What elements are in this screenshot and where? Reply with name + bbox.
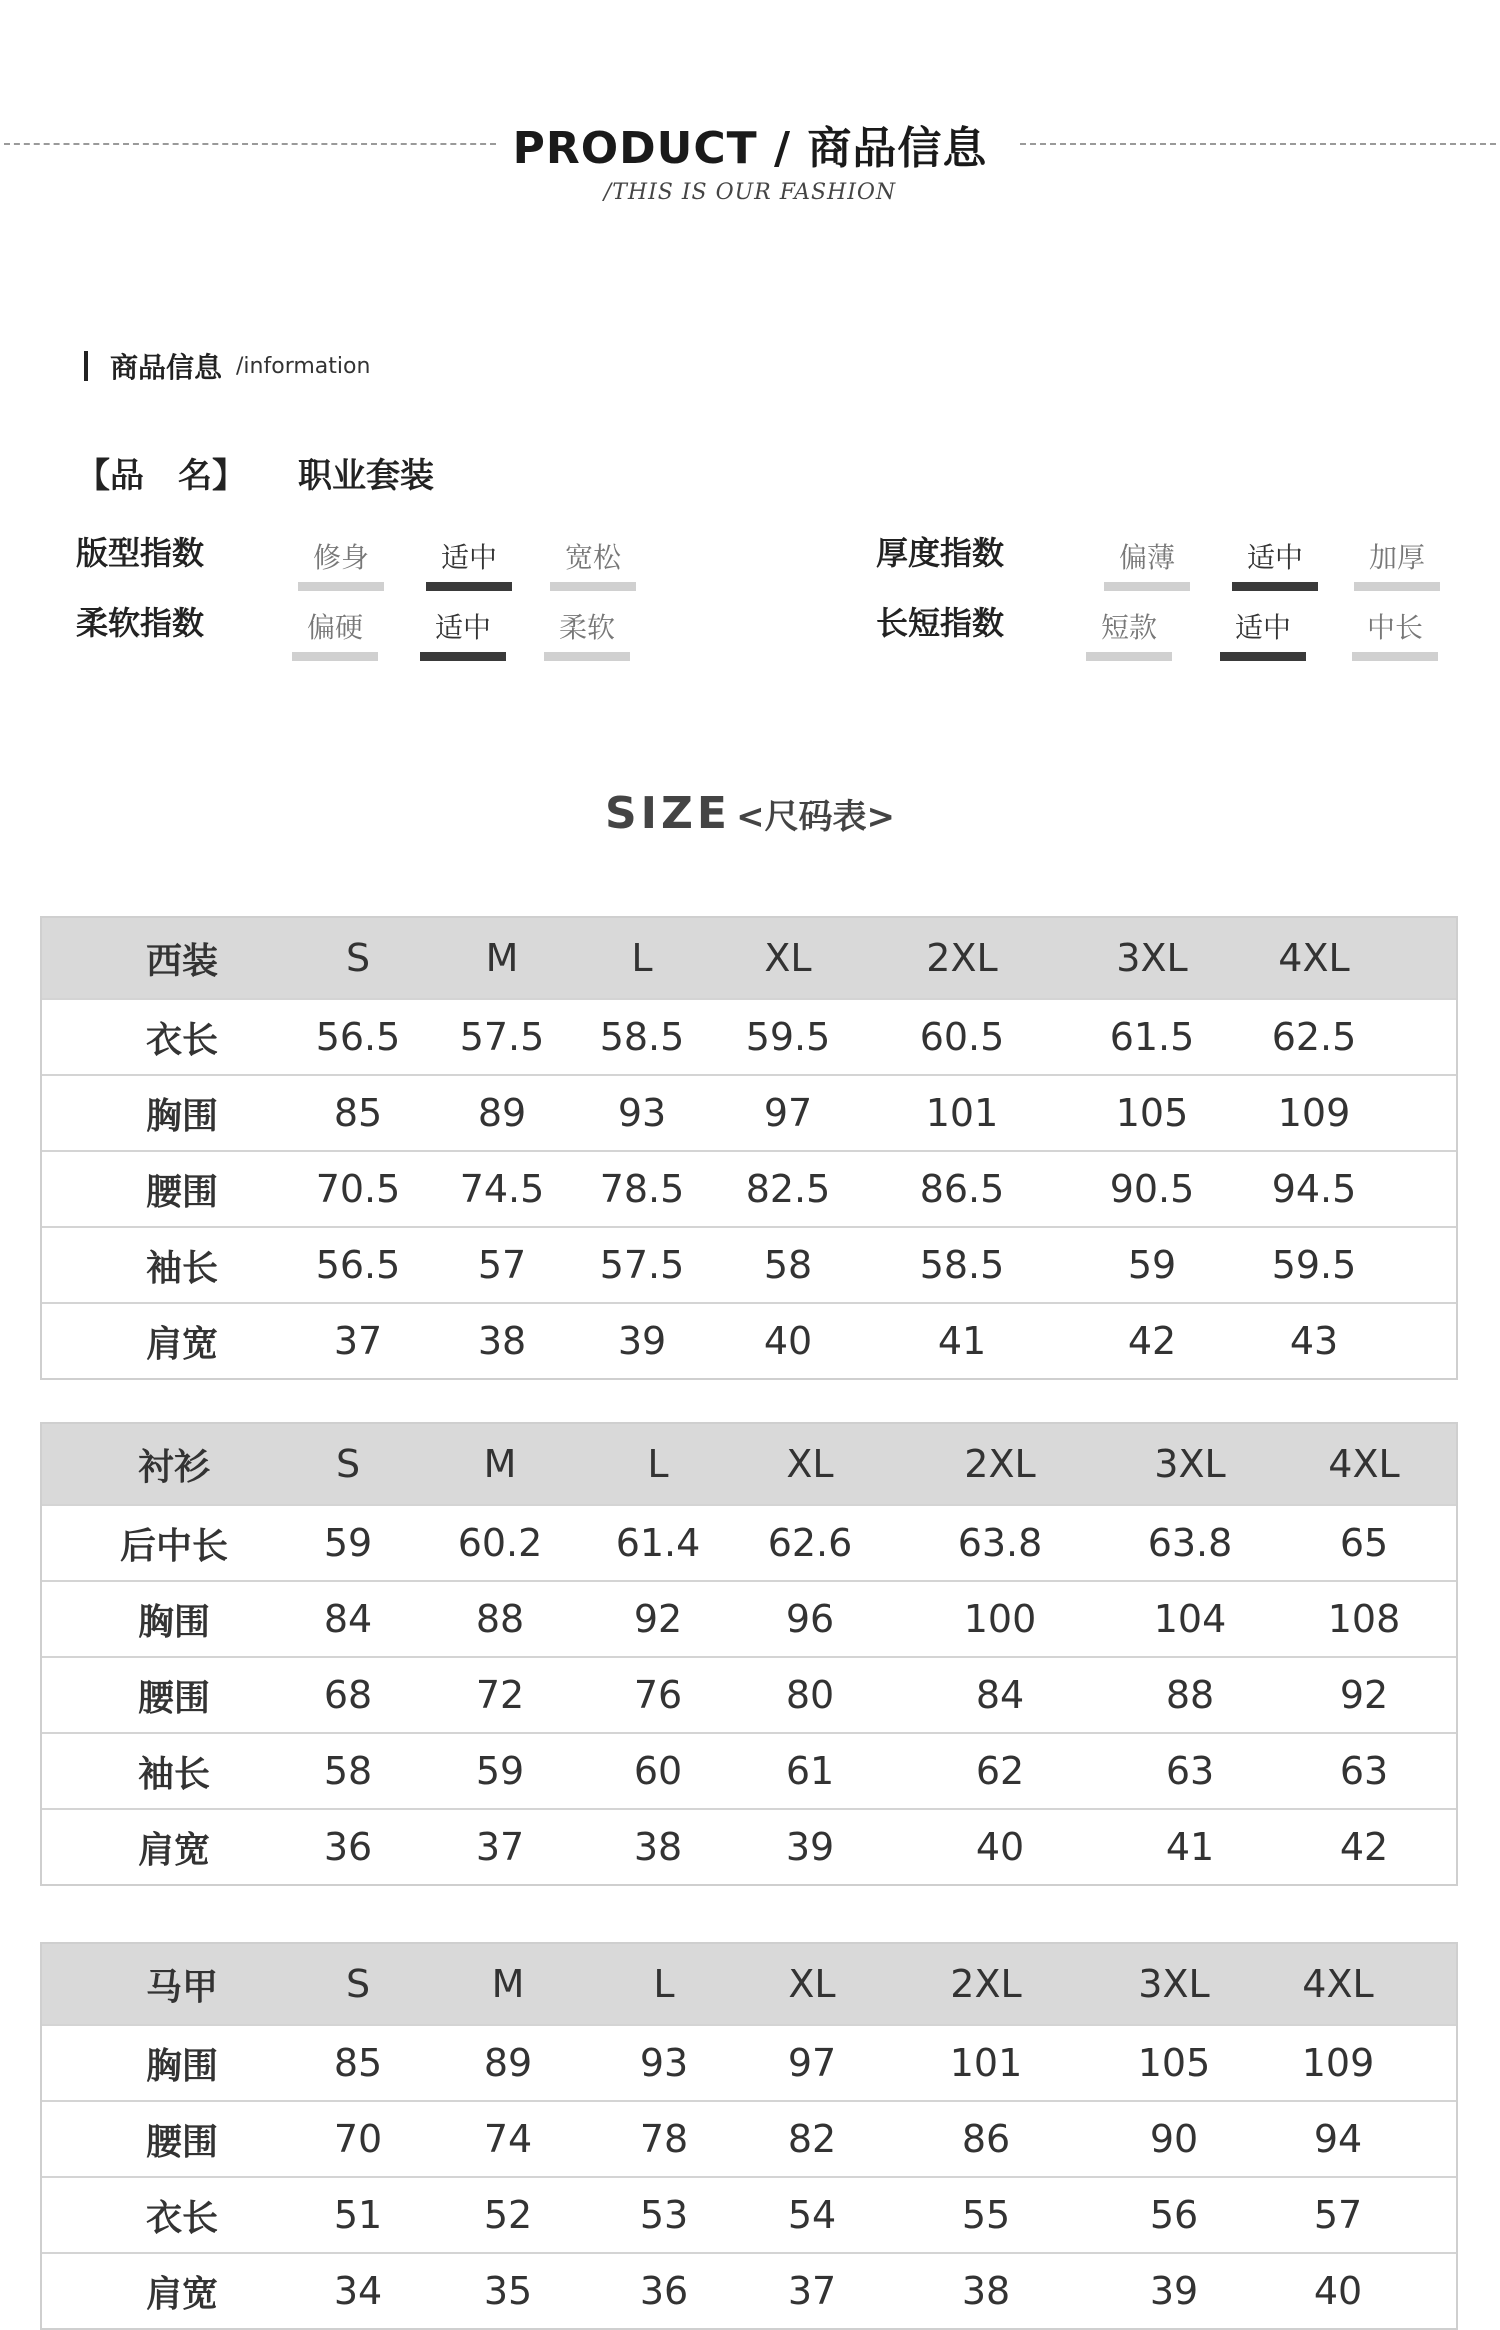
index-row (76, 528, 696, 588)
index-option-underline (420, 652, 506, 661)
table-header-cell: L (647, 1442, 669, 1486)
index-option (1104, 536, 1190, 591)
table-cell: 89 (477, 1091, 527, 1135)
index-option-underline (550, 582, 636, 591)
table-row (42, 1808, 1456, 1884)
table-cell: 80 (785, 1673, 835, 1717)
table-cell: 42 (1339, 1825, 1389, 1869)
table-row (42, 1504, 1456, 1580)
row-label: 后中长 (119, 1525, 228, 1567)
row-label: 衣长 (145, 2197, 218, 2239)
info-section-heading (84, 348, 370, 384)
index-option-label: 加厚 (1368, 541, 1425, 574)
row-label: 胸围 (145, 1095, 218, 1137)
table-header-cell: 4XL (1278, 936, 1350, 980)
table-header-cell: XL (786, 1442, 834, 1486)
row-label: 腰围 (137, 1677, 210, 1719)
table-header-cell: M (485, 936, 519, 980)
table-cell: 74 (483, 2117, 533, 2161)
table-cell: 84 (975, 1673, 1025, 1717)
table-cell: 93 (639, 2041, 689, 2085)
index-option-underline (292, 652, 378, 661)
index-option-underline (1104, 582, 1190, 591)
table-cell: 60 (633, 1749, 683, 1793)
index-option-label: 短款 (1100, 611, 1157, 644)
index-option-label: 适中 (440, 541, 497, 574)
table-cell: 57 (477, 1243, 527, 1287)
index-option-selected (426, 536, 512, 591)
table-cell: 94.5 (1271, 1167, 1357, 1211)
table-cell: 86 (961, 2117, 1011, 2161)
index-option-selected (420, 606, 506, 661)
table-cell: 58.5 (599, 1015, 685, 1059)
product-name (76, 448, 434, 497)
row-label: 袖长 (137, 1753, 210, 1795)
table-cell: 58 (763, 1243, 813, 1287)
index-option-label: 适中 (1246, 541, 1303, 574)
table-cell: 63 (1339, 1749, 1389, 1793)
table-row (42, 1302, 1456, 1378)
table-header-row (42, 1944, 1456, 2024)
index-option-label: 适中 (434, 611, 491, 644)
table-header-cell: XL (764, 936, 812, 980)
table-cell: 105 (1137, 2041, 1211, 2085)
table-cell: 63.8 (1147, 1521, 1233, 1565)
table-header-row (42, 918, 1456, 998)
index-option-label: 修身 (312, 541, 369, 574)
table-cell: 85 (333, 2041, 383, 2085)
table-cell: 108 (1327, 1597, 1401, 1641)
index-option-underline (1220, 652, 1306, 661)
index-option-label: 适中 (1234, 611, 1291, 644)
index-option-label: 偏硬 (306, 611, 363, 644)
table-cell: 63 (1165, 1749, 1215, 1793)
product-name-value: 职业套装 (298, 456, 434, 496)
table-header-cell: M (483, 1442, 517, 1486)
table-header-cell: 3XL (1116, 936, 1188, 980)
table-cell: 89 (483, 2041, 533, 2085)
row-label: 肩宽 (145, 1323, 218, 1365)
table-cell: 54 (787, 2193, 837, 2237)
header-title: PRODUCT / 商品信息 (512, 123, 988, 174)
table-cell: 90 (1149, 2117, 1199, 2161)
index-label: 长短指数 (876, 604, 1005, 642)
table-cell: 57.5 (599, 1243, 685, 1287)
table-row (42, 1226, 1456, 1302)
index-label: 柔软指数 (76, 604, 205, 642)
table-row (42, 1580, 1456, 1656)
table-cell: 59 (1127, 1243, 1177, 1287)
section-subtitle: /information (236, 353, 371, 379)
table-row (42, 1150, 1456, 1226)
table-cell: 96 (785, 1597, 835, 1641)
table-cell: 59 (475, 1749, 525, 1793)
table-header-cell: S (335, 1442, 361, 1486)
table-cell: 59 (323, 1521, 373, 1565)
index-option (292, 606, 378, 661)
index-option-selected (1220, 606, 1306, 661)
table-cell: 34 (333, 2269, 383, 2313)
table-cell: 93 (617, 1091, 667, 1135)
index-option-underline (544, 652, 630, 661)
table-header-cell: L (653, 1962, 675, 2006)
row-label: 腰围 (145, 2121, 218, 2163)
table-name: 西装 (145, 940, 218, 982)
table-cell: 58.5 (919, 1243, 1005, 1287)
table-cell: 105 (1115, 1091, 1189, 1135)
table-cell: 61 (785, 1749, 835, 1793)
index-option (1354, 536, 1440, 591)
table-cell: 55 (961, 2193, 1011, 2237)
table-cell: 59.5 (1271, 1243, 1357, 1287)
table-header-cell: 3XL (1138, 1962, 1210, 2006)
table-cell: 58 (323, 1749, 373, 1793)
index-row (76, 598, 696, 658)
table-cell: 62 (975, 1749, 1025, 1793)
table-cell: 43 (1289, 1319, 1339, 1363)
row-label: 肩宽 (145, 2273, 218, 2315)
table-header-cell: 4XL (1302, 1962, 1374, 2006)
table-cell: 88 (1165, 1673, 1215, 1717)
index-option-underline (1086, 652, 1172, 661)
table-cell: 74.5 (459, 1167, 545, 1211)
table-header-cell: 2XL (964, 1442, 1036, 1486)
table-header-cell: XL (788, 1962, 836, 2006)
table-header-row (42, 1424, 1456, 1504)
table-cell: 39 (1149, 2269, 1199, 2313)
index-option (544, 606, 630, 661)
index-option-underline (1232, 582, 1318, 591)
table-cell: 42 (1127, 1319, 1177, 1363)
table-cell: 101 (925, 1091, 999, 1135)
table-cell: 78.5 (599, 1167, 685, 1211)
table-cell: 68 (323, 1673, 373, 1717)
table-name: 马甲 (145, 1966, 218, 2008)
row-label: 衣长 (145, 1019, 218, 1061)
table-header-cell: 2XL (950, 1962, 1022, 2006)
row-label: 胸围 (137, 1601, 210, 1643)
row-label: 腰围 (145, 1171, 218, 1213)
table-cell: 60.2 (457, 1521, 543, 1565)
table-row (42, 1074, 1456, 1150)
page-header (0, 100, 1500, 220)
table-cell: 39 (785, 1825, 835, 1869)
table-cell: 56.5 (315, 1243, 401, 1287)
size-table (40, 1422, 1458, 1886)
row-label: 胸围 (145, 2045, 218, 2087)
table-cell: 38 (961, 2269, 1011, 2313)
table-cell: 63.8 (957, 1521, 1043, 1565)
table-header-cell: M (491, 1962, 525, 2006)
table-cell: 40 (975, 1825, 1025, 1869)
table-cell: 60.5 (919, 1015, 1005, 1059)
table-cell: 109 (1301, 2041, 1375, 2085)
table-cell: 41 (1165, 1825, 1215, 1869)
table-cell: 92 (1339, 1673, 1389, 1717)
table-header-cell: S (345, 1962, 371, 2006)
index-option (1352, 606, 1438, 661)
index-option-label: 柔软 (558, 611, 615, 644)
table-cell: 37 (787, 2269, 837, 2313)
table-cell: 94 (1313, 2117, 1363, 2161)
size-heading-title: SIZE (604, 788, 731, 839)
index-option-underline (1352, 652, 1438, 661)
table-header-cell: 3XL (1154, 1442, 1226, 1486)
table-cell: 109 (1277, 1091, 1351, 1135)
table-cell: 52 (483, 2193, 533, 2237)
table-cell: 88 (475, 1597, 525, 1641)
table-cell: 57.5 (459, 1015, 545, 1059)
table-cell: 97 (763, 1091, 813, 1135)
index-option-underline (298, 582, 384, 591)
table-row (42, 1656, 1456, 1732)
index-option-underline (426, 582, 512, 591)
table-cell: 72 (475, 1673, 525, 1717)
table-cell: 40 (763, 1319, 813, 1363)
table-cell: 70.5 (315, 1167, 401, 1211)
size-table (40, 1942, 1458, 2330)
index-label: 版型指数 (76, 534, 205, 572)
index-option (298, 536, 384, 591)
table-cell: 92 (633, 1597, 683, 1641)
table-cell: 90.5 (1109, 1167, 1195, 1211)
index-option-underline (1354, 582, 1440, 591)
table-cell: 85 (333, 1091, 383, 1135)
table-cell: 41 (937, 1319, 987, 1363)
table-cell: 56.5 (315, 1015, 401, 1059)
table-row (42, 998, 1456, 1074)
table-row (42, 2176, 1456, 2252)
table-cell: 36 (639, 2269, 689, 2313)
table-cell: 37 (333, 1319, 383, 1363)
table-cell: 84 (323, 1597, 373, 1641)
size-heading-sub: <尺码表> (736, 797, 896, 837)
table-cell: 104 (1153, 1597, 1227, 1641)
index-row (876, 528, 1496, 588)
table-cell: 97 (787, 2041, 837, 2085)
section-bar-icon (84, 351, 88, 381)
table-cell: 78 (639, 2117, 689, 2161)
table-cell: 82.5 (745, 1167, 831, 1211)
table-header-cell: S (345, 936, 371, 980)
table-cell: 82 (787, 2117, 837, 2161)
header-subtitle: /THIS IS OUR FASHION (603, 180, 897, 205)
index-row (876, 598, 1496, 658)
table-cell: 37 (475, 1825, 525, 1869)
index-option (1086, 606, 1172, 661)
table-cell: 56 (1149, 2193, 1199, 2237)
table-cell: 62.6 (767, 1521, 853, 1565)
index-option (550, 536, 636, 591)
index-option-label: 中长 (1366, 611, 1423, 644)
table-cell: 86.5 (919, 1167, 1005, 1211)
table-cell: 38 (477, 1319, 527, 1363)
size-heading (0, 788, 1500, 839)
row-label: 袖长 (145, 1247, 218, 1289)
table-cell: 57 (1313, 2193, 1363, 2237)
table-cell: 39 (617, 1319, 667, 1363)
size-table (40, 916, 1458, 1380)
index-option-label: 宽松 (564, 541, 621, 574)
table-cell: 51 (333, 2193, 383, 2237)
table-cell: 61.4 (615, 1521, 701, 1565)
table-cell: 53 (639, 2193, 689, 2237)
table-header-cell: 2XL (926, 936, 998, 980)
table-row (42, 2252, 1456, 2328)
table-cell: 36 (323, 1825, 373, 1869)
table-header-cell: L (631, 936, 653, 980)
table-name: 衬衫 (137, 1446, 210, 1488)
table-row (42, 2100, 1456, 2176)
table-cell: 70 (333, 2117, 383, 2161)
index-option-label: 偏薄 (1118, 541, 1175, 574)
row-label: 肩宽 (137, 1829, 210, 1871)
table-cell: 101 (949, 2041, 1023, 2085)
table-cell: 40 (1313, 2269, 1363, 2313)
table-row (42, 2024, 1456, 2100)
product-name-label: 【品 名】 (76, 456, 246, 496)
table-cell: 61.5 (1109, 1015, 1195, 1059)
table-header-cell: 4XL (1328, 1442, 1400, 1486)
table-row (42, 1732, 1456, 1808)
index-label: 厚度指数 (876, 534, 1005, 572)
table-cell: 38 (633, 1825, 683, 1869)
section-title: 商品信息 (110, 351, 223, 384)
table-cell: 62.5 (1271, 1015, 1357, 1059)
index-option-selected (1232, 536, 1318, 591)
table-cell: 100 (963, 1597, 1037, 1641)
table-cell: 65 (1339, 1521, 1389, 1565)
table-cell: 76 (633, 1673, 683, 1717)
table-cell: 59.5 (745, 1015, 831, 1059)
table-cell: 35 (483, 2269, 533, 2313)
